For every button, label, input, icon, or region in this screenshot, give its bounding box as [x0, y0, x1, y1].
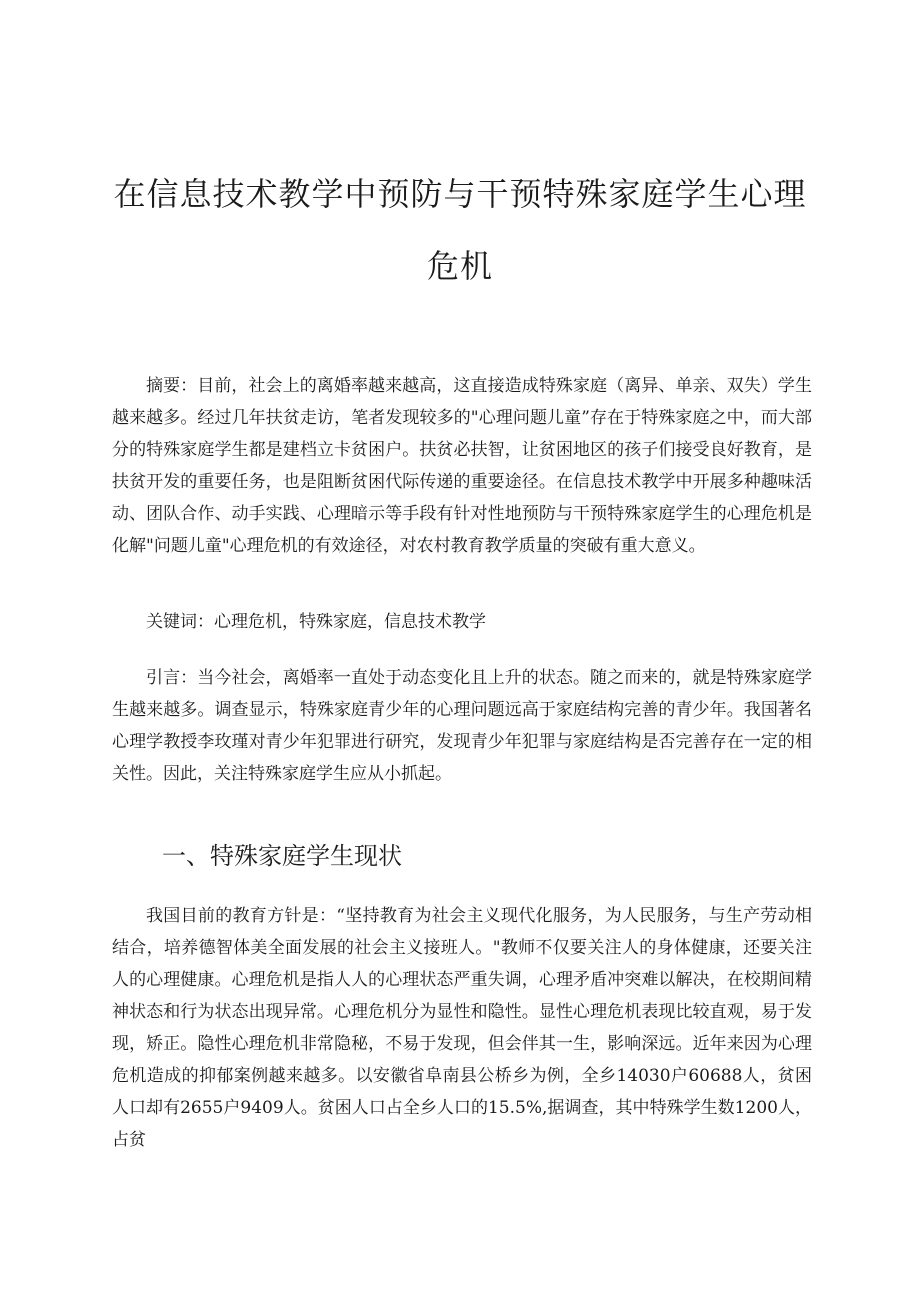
intro-paragraph: 引言：当今社会，离婚率一直处于动态变化且上升的状态。随之而来的，就是特殊家庭学生越来越多。调查显示，特殊家庭青少年的心理问题远高于家庭结构完善的青少年。我国著名心理学教授李玫瑾对青少年犯罪进行研究，发现青少年犯罪与家庭结构是否完善存在一定的相关性。因此，关注特殊家庭学生应从小抓起。	[112, 668, 812, 784]
document-title: 在信息技术教学中预防与干预特殊家庭学生心理危机	[113, 175, 807, 285]
section-paragraph: 我国目前的教育方针是：“坚持教育为社会主义现代化服务，为人民服务，与生产劳动相结合，培养德智体美全面发展的社会主义接班人。"教师不仅要关注人的身体健康，还要关注人的心理健康。心理危机是指人人的心理状态严重失调，心理矛盾冲突难以解决，在校期间精神状态和行为状态出现异常。心理危机分为显性和隐性。显性心理危机表现比较直观，易于发现，矫正。隐性心理危机非常隐秘，不易于发现，但会伴其一生，影响深远。近年来因为心理危机造成的抑郁案例越来越多。以安徽省阜南县公桥乡为例，全乡14030户60688人，贫困人口却有2655户9409人。贫困人口占全乡人口的15.5%,据调查，其中特殊学生数1200人，占贫	[112, 906, 812, 1150]
abstract-paragraph: 摘要：目前，社会上的离婚率越来越高，这直接造成特殊家庭（离异、单亲、双失）学生越来越多。经过几年扶贫走访，笔者发现较多的"心理问题儿童”存在于特殊家庭之中，而大部分的特殊家庭学生都是建档立卡贫困户。扶贫必扶智，让贫困地区的孩子们接受良好教育，是扶贫开发的重要任务，也是阻断贫困代际传递的重要途径。在信息技术教学中开展多种趣味活动、团队合作、动手实践、心理暗示等手段有针对性地预防与干预特殊家庭学生的心理危机是化解"问题儿童"心理危机的有效途径，对农村教育教学质量的突破有重大意义。	[112, 376, 812, 556]
section-heading: 一、特殊家庭学生现状	[162, 842, 402, 870]
keywords-paragraph: 关键词：心理危机，特殊家庭，信息技术教学	[146, 612, 486, 632]
